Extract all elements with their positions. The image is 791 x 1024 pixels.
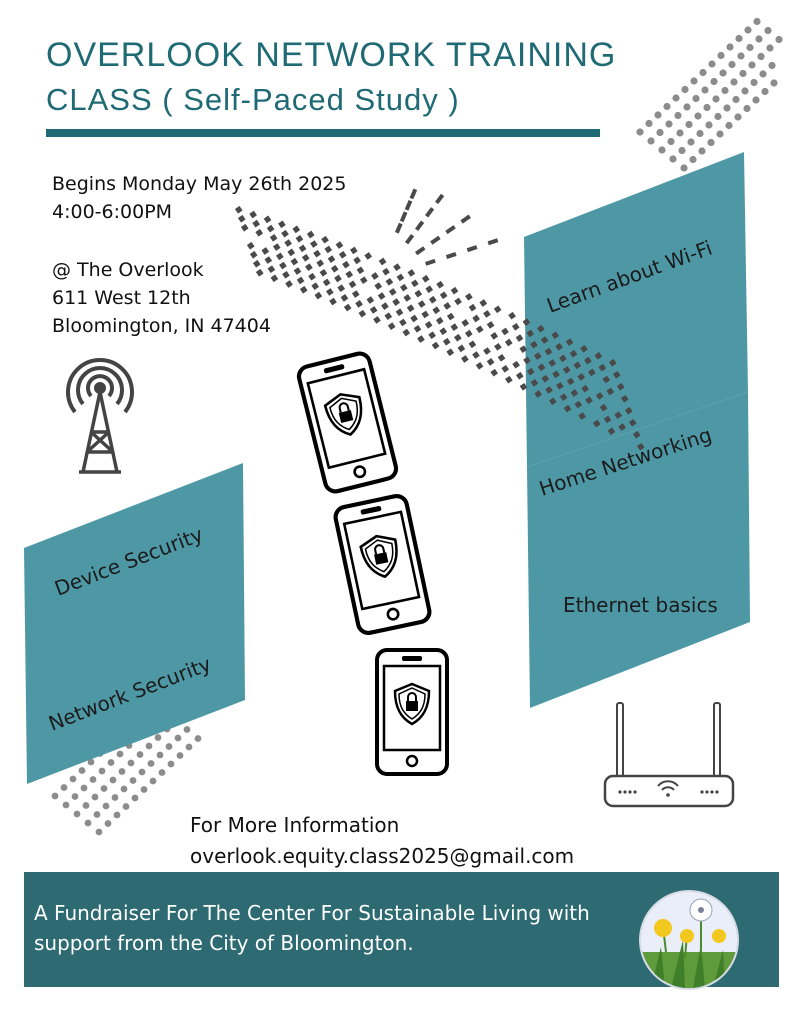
topic-wifi: Learn about Wi-Fi	[543, 235, 716, 318]
wifi-router-icon	[600, 698, 740, 813]
contact-heading: For More Information	[190, 813, 400, 837]
banner-line-2: support from the City of Bloomington.	[34, 931, 414, 955]
class-time: 4:00-6:00PM	[52, 201, 173, 223]
radio-tower-icon	[55, 350, 145, 480]
start-date: Begins Monday May 26th 2025	[52, 173, 347, 195]
secure-phone-icon	[290, 350, 405, 495]
schedule-block	[52, 170, 346, 226]
street: 611 West 12th	[52, 287, 191, 309]
city: Bloomington, IN 47404	[52, 315, 271, 337]
topic-home-networking: Home Networking	[536, 422, 715, 501]
topic-device-security: Device Security	[51, 522, 207, 601]
contact-block	[190, 810, 574, 872]
banner-line-1: A Fundraiser For The Center For Sustainable Living with	[34, 901, 590, 925]
fundraiser-banner	[24, 872, 779, 987]
address-block	[52, 256, 271, 340]
secure-phone-icon	[325, 492, 440, 637]
secure-phone-icon	[357, 642, 467, 782]
dandelion-logo	[639, 890, 739, 990]
contact-email[interactable]: overlook.equity.class2025@gmail.com	[190, 844, 575, 868]
page-title-line-2: CLASS ( Self-Paced Study )	[46, 82, 460, 117]
page-title-line-1: OVERLOOK NETWORK TRAINING	[46, 36, 617, 74]
topic-network-security: Network Security	[45, 651, 215, 736]
topic-ethernet: Ethernet basics	[563, 593, 718, 617]
banner-text	[34, 898, 634, 958]
venue: @ The Overlook	[52, 259, 204, 281]
